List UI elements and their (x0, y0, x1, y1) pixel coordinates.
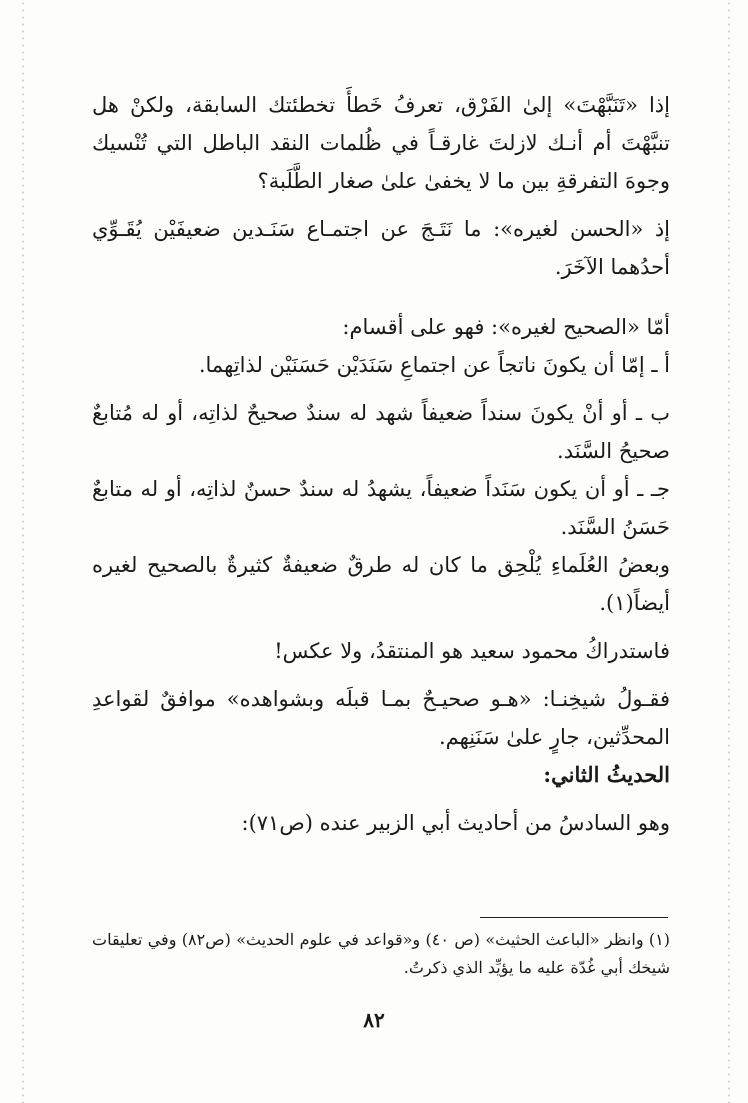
left-binding-edge (22, 0, 24, 1103)
paragraph-9: فقـولُ شيخِنـا: «هـو صحيـحٌ بمـا قبلَه وبشواهده» موافقٌ لقواعدِ المحدِّثين، جارٍ علىٰ سَنَنِهم. (92, 687, 670, 749)
paragraph-3: أمّا «الصحيح لغيره»: فهو على أقسام: (342, 315, 670, 339)
footnote-separator (480, 917, 668, 918)
main-text (92, 86, 670, 842)
paragraph-4: أ ـ إمّا أن يكونَ ناتجاً عن اجتماعِ سَنَدَيْن حَسَنَيْن لذاتِهما. (198, 353, 670, 377)
section-heading: الحديثُ الثاني: (543, 762, 670, 787)
paragraph-2: إذ «الحسن لغيره»: ما نَتَـجَ عن اجتمـاع سَنَـدين ضعيفَيْن يُقَـوِّي أحدُهما الآخَرَ. (92, 217, 671, 279)
paragraph-5: ب ـ أو أنْ يكونَ سنداً ضعيفاً شهد له سندٌ صحيحٌ لذاتِه، أو له مُتابعٌ صحيحُ السَّنَد. (92, 401, 670, 463)
paragraph-7: وبعضُ العُلَماءِ يُلْحِق ما كان له طرقٌ ضعيفةٌ كثيرةٌ بالصحيح لغيره أيضاً(١). (92, 553, 670, 615)
closing-line: وهو السادسُ من أحاديث أبي الزبير عنده (ص٧١): (241, 811, 670, 835)
right-binding-edge (728, 0, 730, 1103)
paragraph-8: فاستدراكُ محمود سعيد هو المنتقدُ، ولا عكس! (274, 639, 670, 663)
paragraph-6: جـ ـ أو أن يكون سَنَداً ضعيفاً، يشهدُ له سندٌ حسنٌ لذاتِه، أو له متابعٌ حَسَنُ السَّنَد. (92, 477, 670, 539)
footnotes (92, 926, 670, 982)
paragraph-1: إذا «تَنَبَّهْتَ» إلىٰ الفَرْق، تعرفُ خَطأَ تخطئتك السابقة، ولكنْ هل تنبَّهْتَ أم أنـك لازلتَ غارقـاً في ظُلمات النقد الباطل التي تُنْسيك وجوهَ التفرقةِ بين ما لا يخفىٰ علىٰ صغار الطَّلَبة؟ (92, 93, 670, 193)
footnote-1: (١) وانظر «الباعث الحثيث» (ص ٤٠) و«قواعد في علوم الحديث» (ص٨٢) وفي تعليقات شيخك أبي غُدّة عليه ما يؤيِّد الذي ذكرتُ. (92, 930, 671, 977)
page-number: ٨٢ (363, 1008, 385, 1032)
